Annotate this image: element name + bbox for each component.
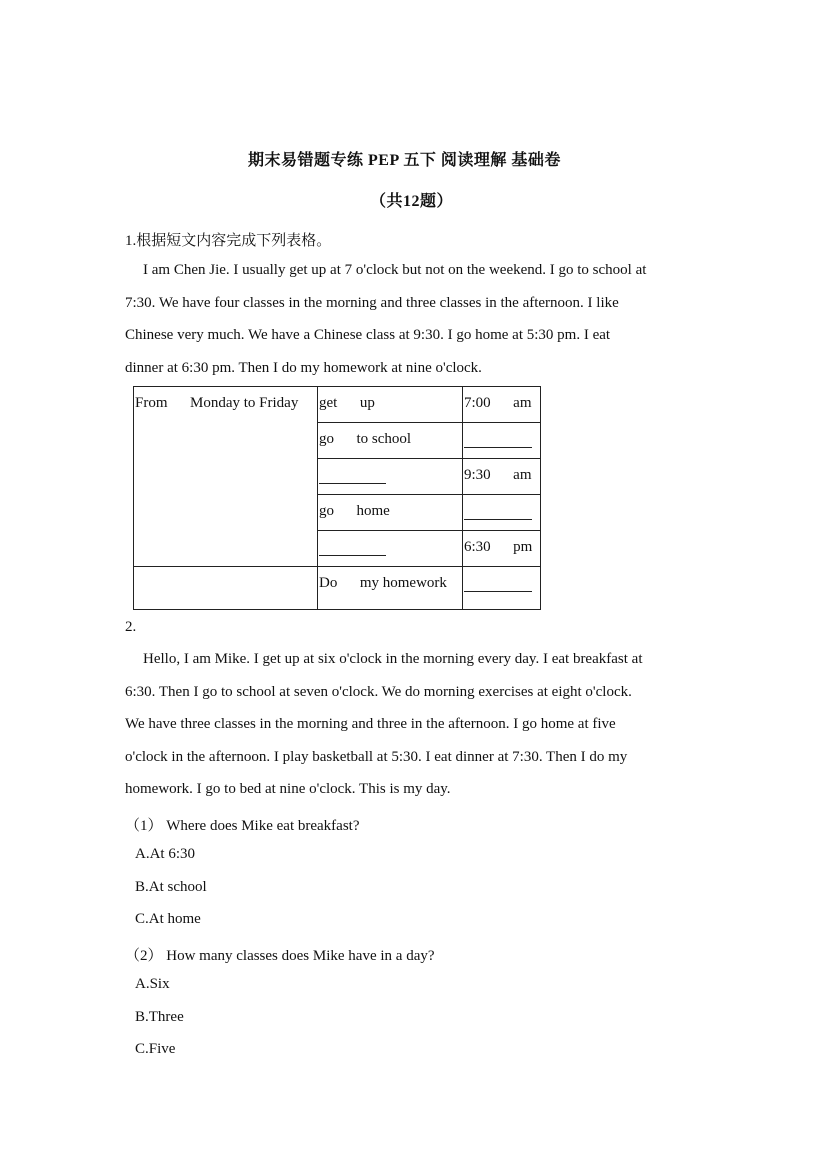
table-cell-activity xyxy=(318,387,463,423)
q1-passage-line: 7:30. We have four classes in the morning and three classes in the afternoon. I like xyxy=(125,295,619,311)
q2-number: 2. xyxy=(125,619,137,635)
table-cell-activity xyxy=(318,495,463,531)
table-cell-activity xyxy=(318,567,463,610)
schedule-table xyxy=(133,386,541,610)
answer-option[interactable]: C.Five xyxy=(135,1041,176,1057)
activity-text: go to school xyxy=(319,431,412,447)
activity-text: get up xyxy=(319,395,375,411)
table-cell-period xyxy=(134,567,318,610)
q1-passage-line: dinner at 6:30 pm. Then I do my homework at nine o'clock. xyxy=(125,360,482,376)
table-cell-time xyxy=(463,459,541,495)
answer-option[interactable]: B.At school xyxy=(135,879,207,895)
table-cell-time[interactable] xyxy=(463,495,541,531)
activity-blank[interactable] xyxy=(319,467,386,484)
answer-option[interactable]: B.Three xyxy=(135,1009,184,1025)
table-cell-time[interactable] xyxy=(463,423,541,459)
activity-text: Do my homework xyxy=(319,575,447,591)
time-text: 6:30 pm xyxy=(464,539,533,555)
q2-passage-line: Hello, I am Mike. I get up at six o'clock in the morning every day. I eat breakfast at xyxy=(143,651,643,667)
table-cell-activity[interactable] xyxy=(318,459,463,495)
period-label: From Monday to Friday xyxy=(135,395,299,411)
question-stem: （1） Where does Mike eat breakfast? xyxy=(125,818,360,834)
q1-passage-line: I am Chen Jie. I usually get up at 7 o'clock but not on the weekend. I go to school at xyxy=(143,262,647,278)
time-blank[interactable] xyxy=(464,503,532,520)
time-blank[interactable] xyxy=(464,431,532,448)
answer-option[interactable]: A.At 6:30 xyxy=(135,846,195,862)
q2-passage-line: We have three classes in the morning and three in the afternoon. I go home at five xyxy=(125,716,616,732)
q1-prompt: 1.根据短文内容完成下列表格。 xyxy=(125,233,332,249)
time-blank[interactable] xyxy=(464,575,532,592)
page-title: 期末易错题专练 PEP 五下 阅读理解 基础卷 xyxy=(248,152,561,169)
activity-blank[interactable] xyxy=(319,539,386,556)
activity-text: go home xyxy=(319,503,390,519)
q1-passage-line: Chinese very much. We have a Chinese class at 9:30. I go home at 5:30 pm. I eat xyxy=(125,327,611,343)
table-cell-activity[interactable] xyxy=(318,531,463,567)
table-cell-period xyxy=(134,387,318,567)
page-subtitle: （共12题） xyxy=(370,193,454,210)
answer-option[interactable]: C.At home xyxy=(135,911,201,927)
q2-passage-line: homework. I go to bed at nine o'clock. This is my day. xyxy=(125,781,451,797)
answer-option[interactable]: A.Six xyxy=(135,976,170,992)
table-cell-time xyxy=(463,387,541,423)
table-cell-time[interactable] xyxy=(463,567,541,610)
time-text: 9:30 am xyxy=(464,467,532,483)
q2-passage-line: 6:30. Then I go to school at seven o'clock. We do morning exercises at eight o'clock. xyxy=(125,684,632,700)
time-text: 7:00 am xyxy=(464,395,532,411)
question-stem: （2） How many classes does Mike have in a day? xyxy=(125,948,435,964)
q2-passage-line: o'clock in the afternoon. I play basketball at 5:30. I eat dinner at 7:30. Then I do my xyxy=(125,749,628,765)
table-cell-time xyxy=(463,531,541,567)
table-cell-activity xyxy=(318,423,463,459)
